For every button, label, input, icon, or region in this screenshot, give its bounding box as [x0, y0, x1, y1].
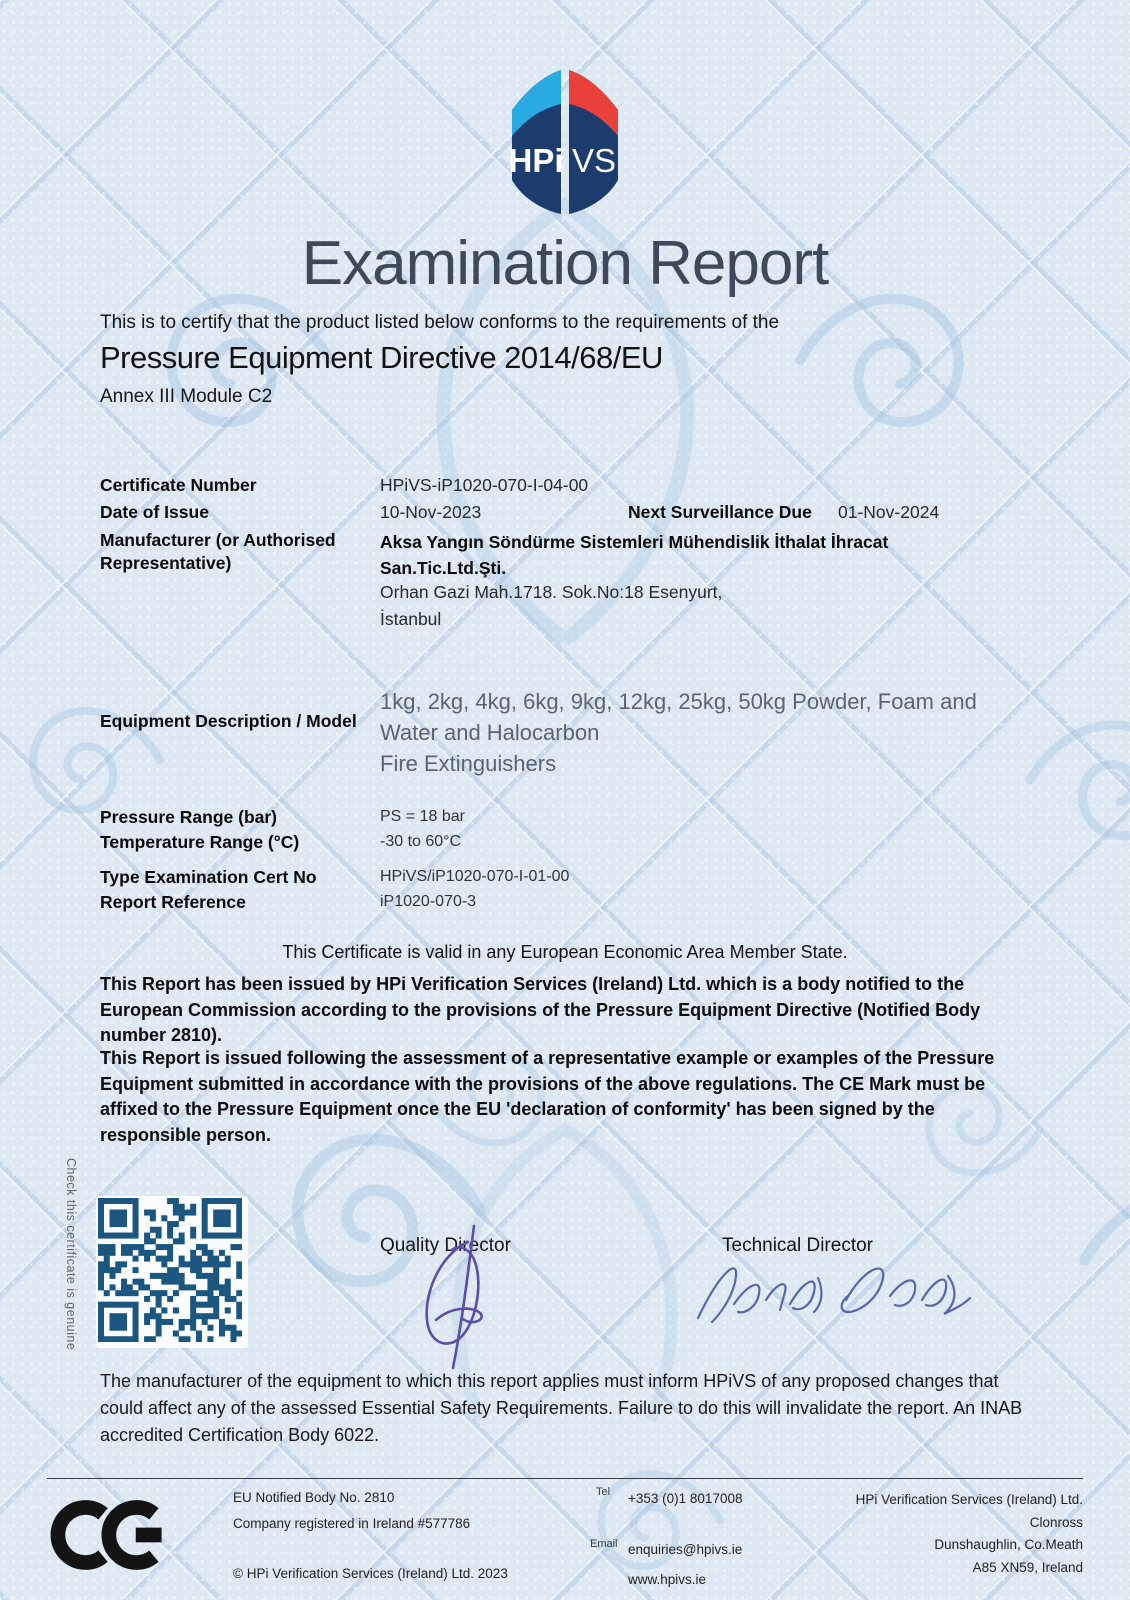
issued-following-paragraph: This Report is issued following the assessment of a representative example or examples of the Pressure Equipment submitted in accordance with the provisions of the above regulations. The CE Mark must be affixed to the Pressure Equipment once the EU 'declaration of conformity' has been signed by the responsible person.: [100, 1048, 995, 1145]
footer-company-address: [750, 1489, 1083, 1579]
report-reference-value: iP1020-070-3: [380, 893, 477, 910]
pressure-range-label: Pressure Range (bar): [100, 807, 278, 827]
next-surveillance-value: 01-Nov-2024: [838, 502, 940, 522]
next-surveillance-label: Next Surveillance Due: [628, 502, 812, 522]
manufacturer-name: Aksa Yangın Söndürme Sistemleri Mühendislik İthalat İhracat San.Tic.Ltd.Şti.: [380, 532, 889, 578]
technical-director-label: Technical Director: [722, 1235, 873, 1256]
technical-director-signature: [690, 1252, 980, 1332]
footer-address-line: A85 XN59, Ireland: [972, 1559, 1083, 1575]
tel-label: Tel: [596, 1486, 611, 1498]
ce-mark-icon: [50, 1487, 172, 1583]
manufacturer-address-line1: Orhan Gazi Mah.1718. Sok.No:18 Esenyurt,: [380, 582, 723, 602]
annex-module: Annex III Module C2: [100, 386, 273, 407]
footer-address-line: Dunshaughlin, Co.Meath: [934, 1537, 1083, 1552]
type-exam-cert-label: Type Examination Cert No: [100, 867, 317, 887]
website-link[interactable]: www.hpivs.ie: [628, 1572, 707, 1587]
equipment-label: Equipment Description / Model: [100, 711, 357, 731]
equipment-line: Water and Halocarbon: [380, 720, 600, 745]
company-registration: Company registered in Ireland #577786: [233, 1516, 471, 1531]
hpivs-logo: [497, 66, 633, 218]
logo-left-text: HPi: [508, 142, 564, 179]
quality-director-label: Quality Director: [380, 1235, 511, 1256]
page-title: Examination Report: [301, 229, 829, 298]
equipment-description: [380, 686, 1060, 779]
copyright-line: © HPi Verification Services (Ireland) Ltd. 2023: [233, 1566, 508, 1581]
report-reference-label: Report Reference: [100, 892, 246, 912]
notified-body-number: EU Notified Body No. 2810: [233, 1490, 395, 1505]
equipment-line: Fire Extinguishers: [380, 751, 557, 776]
certificate-number-label: Certificate Number: [100, 475, 257, 495]
footer-company-name: HPi Verification Services (Ireland) Ltd.: [855, 1492, 1083, 1507]
footer-divider: [47, 1478, 1083, 1479]
type-exam-cert-value: HPiVS/iP1020-070-I-01-00: [380, 868, 570, 885]
issued-by-paragraph: This Report has been issued by HPi Verification Services (Ireland) Ltd. which is a body notified to the European Commission according to the provisions of the Pressure Equipment Directive (Notified Body number 2810).: [100, 974, 981, 1045]
quality-director-signature: [408, 1222, 518, 1372]
temperature-range-value: -30 to 60°C: [380, 833, 462, 850]
certify-line: This is to certify that the product listed below conforms to the requirements of the: [100, 312, 780, 333]
logo-right-text: VS: [571, 142, 617, 179]
certificate-number-value: HPiVS-iP1020-070-I-04-00: [380, 475, 589, 495]
equipment-line: 1kg, 2kg, 4kg, 6kg, 9kg, 12kg, 25kg, 50kg Powder, Foam and: [380, 689, 977, 714]
pressure-range-value: PS = 18 bar: [380, 808, 465, 825]
date-of-issue-value: 10-Nov-2023: [380, 502, 482, 522]
temperature-range-label: Temperature Range (°C): [100, 832, 300, 852]
manufacturer-label: Manufacturer (or Authorised Representative): [100, 530, 336, 573]
directive-heading: Pressure Equipment Directive 2014/68/EU: [100, 340, 663, 375]
date-of-issue-label: Date of Issue: [100, 502, 209, 522]
validity-statement: This Certificate is valid in any European Economic Area Member State.: [282, 942, 848, 962]
manufacturer-address-line2: İstanbul: [380, 609, 442, 629]
qr-code: [96, 1196, 248, 1348]
email-label: Email: [590, 1538, 618, 1550]
qr-caption: Check this certificate is genuine: [64, 1158, 78, 1351]
footer-address-line: Clonross: [1029, 1514, 1083, 1530]
tel-value[interactable]: +353 (0)1 8017008: [628, 1491, 743, 1506]
manufacturer-note: The manufacturer of the equipment to which this report applies must inform HPiVS of any proposed changes that could affect any of the assessed Essential Safety Requirements. Failure to do this will invalidate the report. An INAB accredited Certification Body 6022.: [100, 1371, 1023, 1445]
email-value[interactable]: enquiries@hpivs.ie: [628, 1542, 743, 1557]
